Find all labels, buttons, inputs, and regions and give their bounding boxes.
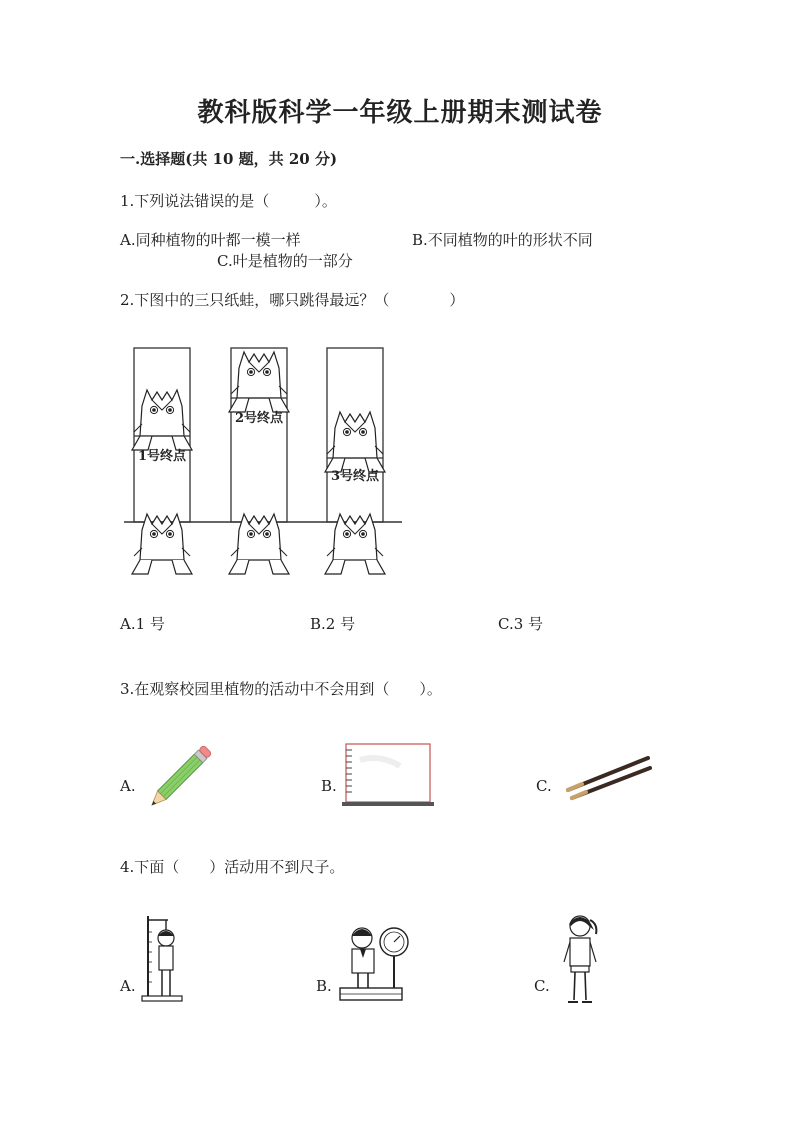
finish-label-3: 3号终点: [330, 469, 380, 484]
page-title: 教科版科学一年级上册期末测试卷: [197, 98, 603, 128]
question-3-option-c: C.: [536, 777, 552, 795]
question-4-stem: 4.下面（ ）活动用不到尺子。: [120, 858, 345, 876]
frog-jump-figure: [120, 340, 410, 580]
question-1-stem: 1.下列说法错误的是（ ）。: [120, 192, 337, 210]
frog-2-finish: [229, 352, 289, 412]
question-3-option-a: A.: [120, 777, 136, 795]
standing-girl: [556, 910, 604, 1008]
question-2-option-c: C.3 号: [498, 615, 544, 633]
frog-1-start: [132, 514, 192, 574]
section-heading: 一.选择题(共 10 题，共 20 分): [120, 150, 338, 168]
question-3-stem: 3.在观察校园里植物的活动中不会用到（ ）。: [120, 680, 442, 698]
pencil-icon: [145, 738, 221, 810]
frog-1-finish: [132, 390, 192, 450]
chopsticks-icon: [562, 750, 654, 804]
question-4-option-a: A.: [120, 977, 136, 995]
question-1-option-c: C.叶是植物的一部分: [217, 252, 353, 270]
notebook-icon: [340, 740, 436, 810]
boy-on-scale: [334, 916, 414, 1006]
question-1-option-b: B.不同植物的叶的形状不同: [412, 231, 593, 249]
frog-2-start: [229, 514, 289, 574]
question-1-option-a: A.同种植物的叶都一模一样: [120, 231, 301, 249]
finish-label-2: 2号终点: [234, 411, 284, 426]
finish-label-1: 1号终点: [137, 449, 187, 464]
height-measuring-boy: [138, 912, 186, 1004]
frog-3-start: [325, 514, 385, 574]
question-2-option-b: B.2 号: [310, 615, 356, 633]
question-3-option-b: B.: [321, 777, 337, 795]
question-4-option-c: C.: [534, 977, 550, 995]
question-4-option-b: B.: [316, 977, 332, 995]
question-2-stem: 2.下图中的三只纸蛙，哪只跳得最远？（ ）: [120, 291, 465, 309]
question-2-option-a: A.1 号: [120, 615, 165, 633]
frog-3-finish: [325, 412, 385, 472]
